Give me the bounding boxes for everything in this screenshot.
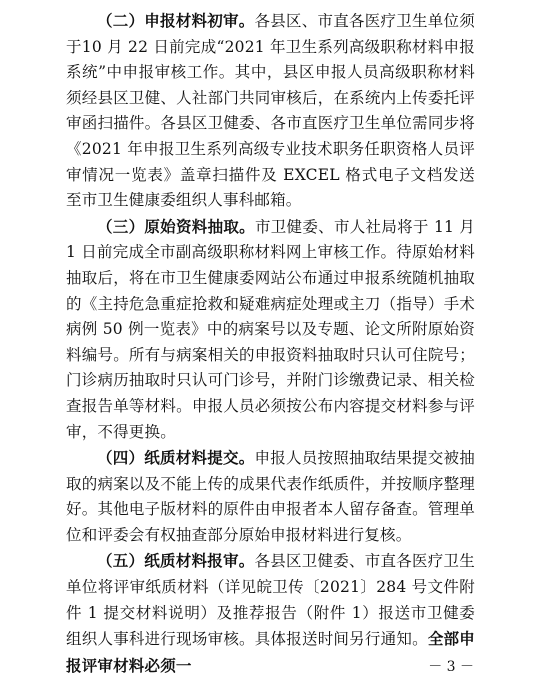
section-2-body: 各县区、市直各医疗卫生单位须于10 月 22 日前完成“2021 年卫生系列高级职称材料申报系统”中申报审核工作。其中，县区申报人员高级职称材料须经县区卫健、人社部门共同审核后，在系统内上传委托评审函扫描件。各县区卫健委、各市直医疗卫生单位需同步将《2021 年申报卫生系列高级专业技术职务任职资格人员评审情况一览表》盖章扫描件及 EXCEL 格式电子文档发送至市卫生健康委组织人事科邮箱。 bbox=[66, 12, 475, 210]
section-2-paragraph bbox=[66, 8, 475, 214]
section-5-body: 各县区卫健委、市直各医疗卫生单位将评审纸质材料（详见皖卫传〔2021〕284 号文件附件 1 提交材料说明）及推荐报告（附件 1）报送市卫健委组织人事科进行现场审核。具体报送时间另行通知。 bbox=[66, 552, 475, 649]
section-2-heading: （二）申报材料初审。 bbox=[97, 11, 255, 30]
document-page bbox=[66, 8, 475, 679]
section-5-emphasis: 全部申报评审材料必须一 bbox=[66, 629, 475, 675]
section-5-heading: （五）纸质材料报审。 bbox=[97, 551, 255, 571]
page-number: － 3 － bbox=[428, 659, 474, 675]
section-5-paragraph bbox=[66, 548, 475, 679]
section-3-heading: （三）原始资料抽取。 bbox=[97, 216, 255, 236]
section-4-heading: （四）纸质材料提交。 bbox=[97, 448, 255, 468]
section-3-paragraph bbox=[66, 214, 475, 445]
section-3-body: 市卫健委、市人社局将于 11 月 1 日前完成全市副高级职称材料网上审核工作。待原始材料抽取后，将在市卫生健康委网站公布通过申报系统随机抽取的《主持危急重症抢救和疑难病症处理或主刀（指导）手术病例 50 例一览表》中的病案号以及专题、论文所附原始资料编号。所有与病案相关的申报资料抽取时只认可住院号；门诊病历抽取时只认可门诊号，并附门诊缴费记录、相关检查报告单等材料。申报人员必须按公布内容提交材料参与评审，不得更换。 bbox=[66, 217, 475, 441]
section-4-paragraph bbox=[66, 445, 475, 548]
section-4-body: 申报人员按照抽取结果提交被抽取的病案以及不能上传的成果代表作纸质件，并按顺序整理好。其他电子版材料的原件由申报者本人留存备查。管理单位和评委会有权抽查部分原始申报材料进行复核。 bbox=[66, 449, 475, 544]
